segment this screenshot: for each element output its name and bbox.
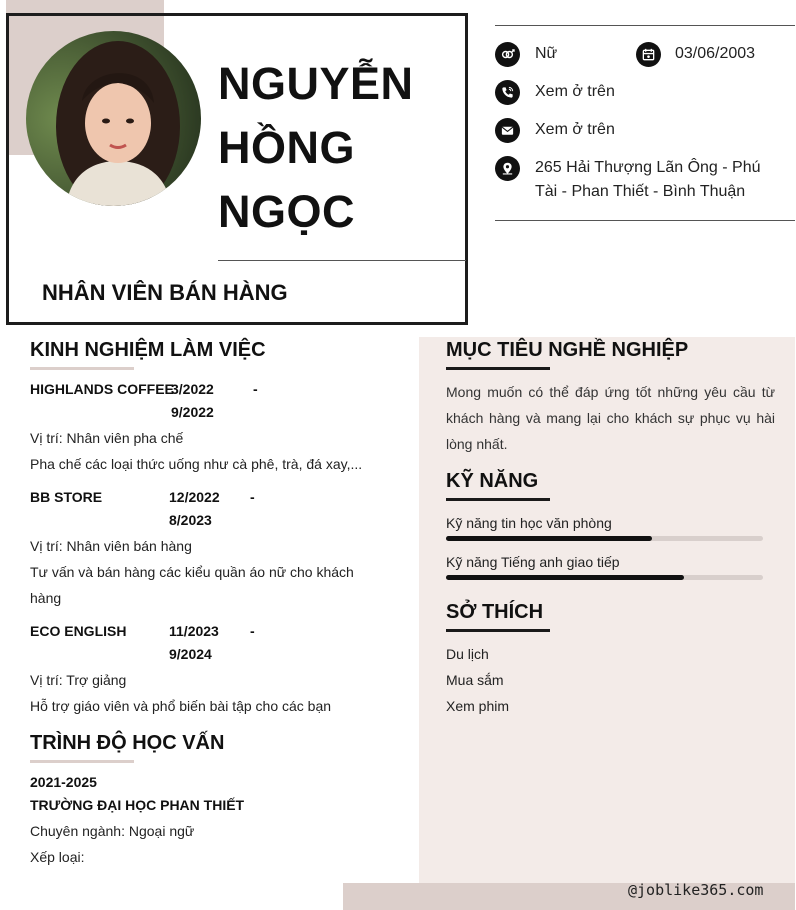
job-description-continued: hàng <box>30 590 62 606</box>
skill-bar-fill <box>446 575 684 580</box>
objective-section-title: MỤC TIÊU NGHỀ NGHIỆP <box>446 339 689 361</box>
job-start-date: 11/2023 <box>169 623 219 639</box>
experience-section-title: KINH NGHIỆM LÀM VIỆC <box>30 339 266 361</box>
hobby-item: Xem phim <box>446 698 510 714</box>
job-end-date: 8/2023 <box>169 512 212 528</box>
skill-bar-track <box>446 575 763 580</box>
job-position: Vị trí: Trợ giảng <box>30 672 127 688</box>
skill-label: Kỹ năng tin học văn phòng <box>446 515 612 531</box>
skill-bar-fill <box>446 536 652 541</box>
objective-text: Mong muốn có thể đáp ứng tốt những yêu cầu từ khách hàng và mang lại cho khách sự phục vụ hài lòng nhất. <box>446 384 775 452</box>
name-line-1: NGUYỄN <box>218 58 414 109</box>
avatar <box>26 31 201 206</box>
calendar-icon <box>636 42 661 67</box>
phone-icon <box>495 80 520 105</box>
job-end-date: 9/2022 <box>171 404 214 420</box>
gender-value: Nữ <box>535 45 558 62</box>
job-date-separator: - <box>250 623 255 639</box>
job-company: HIGHLANDS COFFEE <box>30 381 174 397</box>
email-value: Xem ở trên <box>535 121 615 138</box>
avatar-photo <box>26 31 201 206</box>
job-position: Vị trí: Nhân viên pha chế <box>30 430 184 446</box>
education-school: TRƯỜNG ĐẠI HỌC PHAN THIẾT <box>30 797 245 813</box>
address-line-2: Tài - Phan Thiết - Bình Thuận <box>535 183 746 200</box>
education-section-title: TRÌNH ĐỘ HỌC VẤN <box>30 732 225 754</box>
education-grade: Xếp loại: <box>30 849 85 865</box>
contact-divider-bottom <box>495 220 795 221</box>
skill-label: Kỹ năng Tiếng anh giao tiếp <box>446 554 620 570</box>
hobbies-title-underline <box>446 629 550 632</box>
contact-divider-top <box>495 25 795 26</box>
job-date-separator: - <box>250 489 255 505</box>
experience-title-underline <box>30 367 134 370</box>
job-company: BB STORE <box>30 489 103 505</box>
education-years: 2021-2025 <box>30 774 97 790</box>
phone-value: Xem ở trên <box>535 83 615 100</box>
education-major: Chuyên ngành: Ngoại ngữ <box>30 823 195 839</box>
location-icon <box>495 156 520 181</box>
job-start-date: 3/2022 <box>171 381 214 397</box>
name-divider <box>218 260 466 261</box>
skills-title-underline <box>446 498 550 501</box>
skills-section-title: KỸ NĂNG <box>446 470 539 492</box>
job-end-date: 9/2024 <box>169 646 212 662</box>
job-start-date: 12/2022 <box>169 489 220 505</box>
job-company: ECO ENGLISH <box>30 623 127 639</box>
skill-bar-track <box>446 536 763 541</box>
birthdate-value: 03/06/2003 <box>675 45 756 62</box>
education-title-underline <box>30 760 134 763</box>
gender-icon <box>495 42 520 67</box>
job-date-separator: - <box>253 381 258 397</box>
name-line-3: NGỌC <box>218 186 355 237</box>
job-description: Hỗ trợ giáo viên và phổ biến bài tập cho các bạn <box>30 698 332 714</box>
hobby-item: Du lịch <box>446 646 489 662</box>
name-line-2: HỒNG <box>218 122 355 173</box>
watermark: @joblike365.com <box>628 881 764 899</box>
hobby-item: Mua sắm <box>446 672 504 688</box>
job-description: Tư vấn và bán hàng các kiểu quần áo nữ cho khách <box>30 564 354 580</box>
hobbies-section-title: SỞ THÍCH <box>446 601 544 623</box>
objective-title-underline <box>446 367 550 370</box>
job-position: Vị trí: Nhân viên bán hàng <box>30 538 192 554</box>
address-line-1: 265 Hải Thượng Lãn Ông - Phú <box>535 159 761 176</box>
email-icon <box>495 118 520 143</box>
full-name <box>218 52 463 244</box>
job-title: NHÂN VIÊN BÁN HÀNG <box>42 280 288 305</box>
job-description: Pha chế các loại thức uống như cà phê, trà, đá xay,... <box>30 456 363 472</box>
